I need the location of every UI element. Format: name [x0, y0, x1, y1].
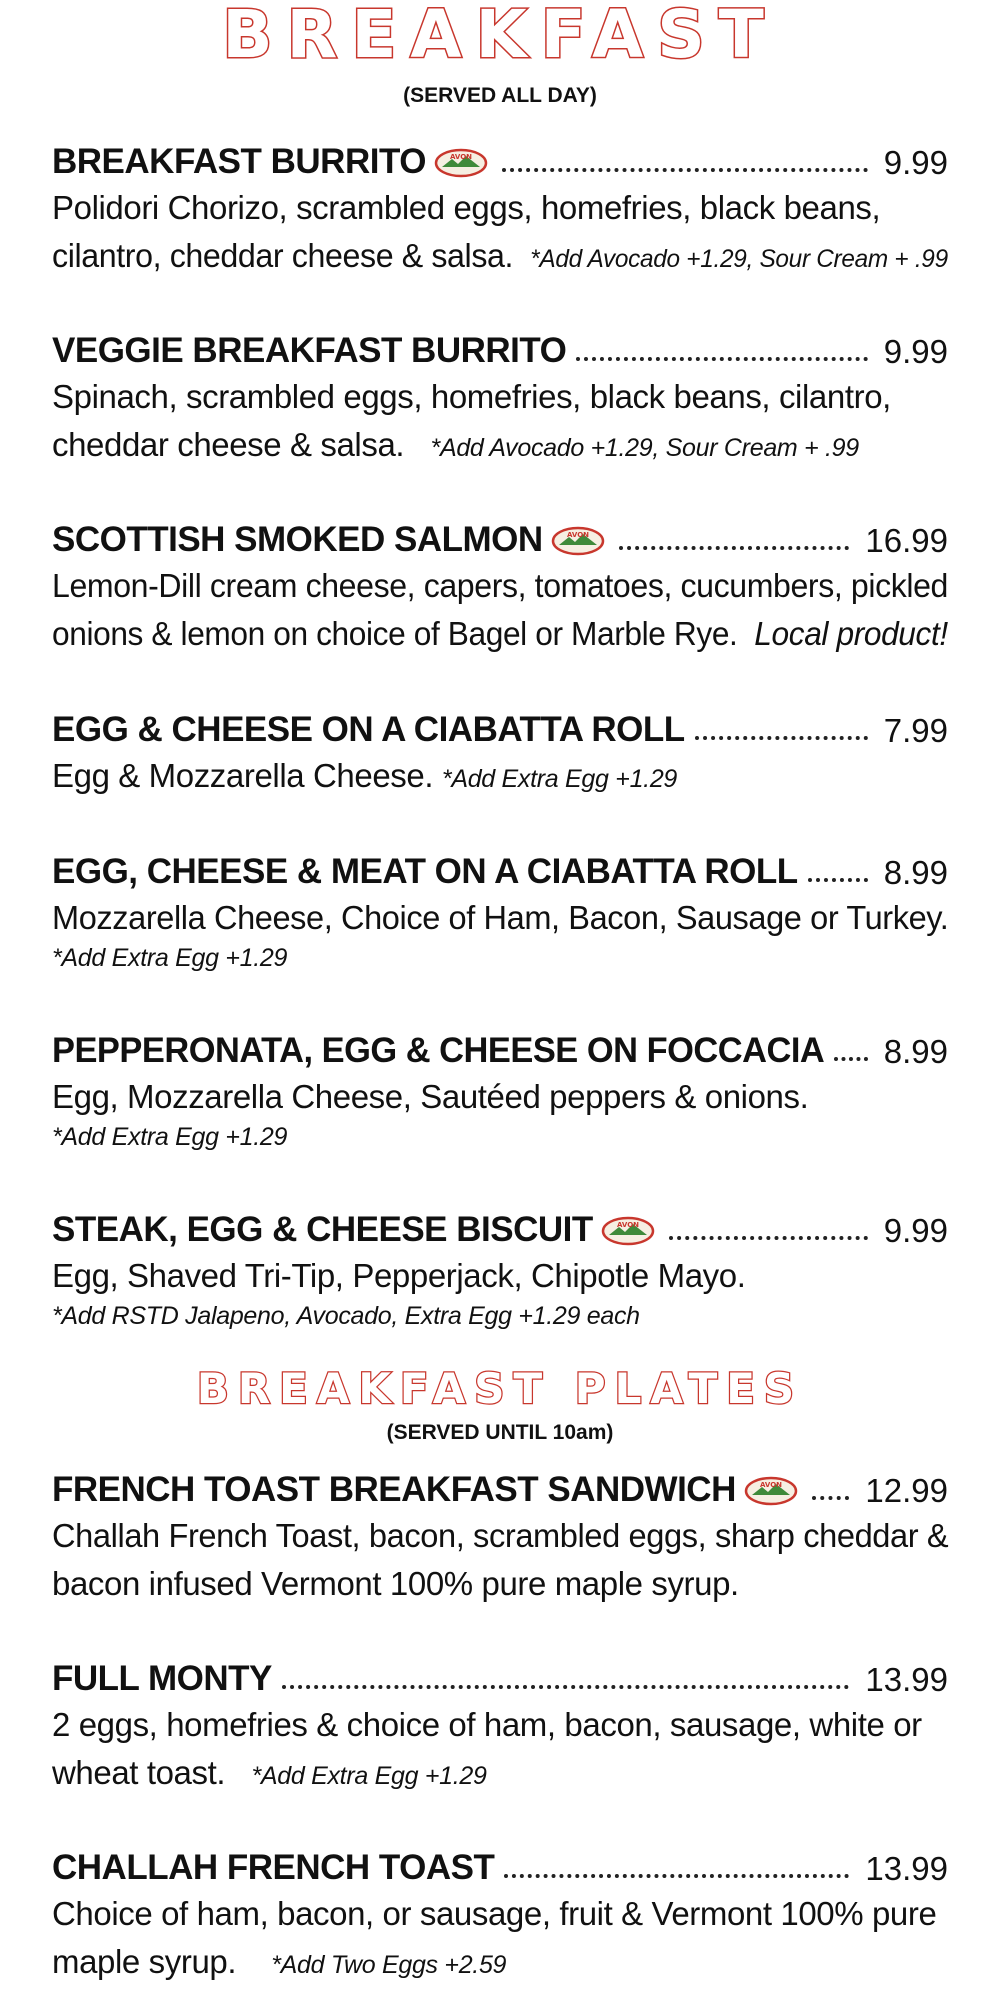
item-description: Polidori Chorizo, scrambled eggs, homefries, black beans, cilantro, cheddar cheese & salsa. *Add Avocado +1.29, Sour Cream + .99	[52, 189, 948, 274]
item-price: 13.99	[865, 1661, 948, 1698]
menu-item	[52, 1466, 948, 1608]
dot-leader	[619, 546, 850, 550]
avon-farm-badge-icon	[434, 148, 488, 178]
item-name: CHALLAH FRENCH TOAST	[52, 1848, 495, 1887]
local-product-note: Local product!	[754, 615, 948, 652]
item-note: *Add Avocado +1.29, Sour Cream + .99	[530, 245, 948, 273]
dot-leader	[576, 357, 867, 361]
item-price: 7.99	[883, 712, 948, 749]
dot-leader	[695, 736, 868, 740]
menu-item	[52, 138, 948, 283]
avon-farm-badge-icon	[601, 1216, 655, 1246]
dot-leader	[504, 1874, 849, 1878]
dot-leader	[834, 1057, 867, 1061]
dot-leader	[812, 1496, 850, 1500]
dot-leader	[808, 878, 868, 882]
item-name: EGG, CHEESE & MEAT ON A CIABATTA ROLL	[52, 852, 798, 891]
menu-item	[52, 848, 948, 974]
item-price: 8.99	[883, 854, 948, 891]
item-name: FRENCH TOAST BREAKFAST SANDWICH	[52, 1470, 736, 1509]
item-note: *Add Extra Egg +1.29	[441, 765, 678, 793]
item-name: EGG & CHEESE ON A CIABATTA ROLL	[52, 710, 685, 749]
dot-leader	[282, 1685, 850, 1689]
item-description: Choice of ham, bacon, or sausage, fruit & Vermont 100% pure maple syrup. *Add Two Eggs +2.59	[52, 1895, 937, 1980]
avon-farm-badge-icon	[551, 526, 605, 556]
item-name: VEGGIE BREAKFAST BURRITO	[52, 331, 567, 370]
dot-leader	[502, 168, 868, 172]
item-note: *Add RSTD Jalapeno, Avocado, Extra Egg +1.29 each	[52, 1302, 640, 1330]
dot-leader	[669, 1236, 868, 1240]
menu-item	[52, 1844, 948, 1989]
menu-item	[52, 1027, 948, 1153]
menu-item	[52, 327, 948, 472]
breakfast-plates-title: BREAKFAST PLATES	[196, 1364, 804, 1413]
item-name: FULL MONTY	[52, 1659, 272, 1698]
item-description: Spinach, scrambled eggs, homefries, black beans, cilantro, cheddar cheese & salsa. *Add Avocado +1.29, Sour Cream + .99	[52, 378, 891, 463]
badge-text: AVON	[449, 153, 472, 161]
item-description: Egg, Shaved Tri-Tip, Pepperjack, Chipotle Mayo. *Add RSTD Jalapeno, Avocado, Extra Egg +1.29 each	[52, 1252, 948, 1332]
menu-item	[52, 1206, 948, 1332]
item-note: *Add Avocado +1.29, Sour Cream + .99	[430, 434, 859, 462]
item-note: *Add Extra Egg +1.29	[52, 944, 288, 972]
badge-text: AVON	[616, 1221, 639, 1229]
item-description: Mozzarella Cheese, Choice of Ham, Bacon, Sausage or Turkey. *Add Extra Egg +1.29	[52, 899, 949, 972]
menu-item	[52, 706, 948, 803]
avon-farm-badge-icon	[744, 1476, 798, 1506]
item-price: 12.99	[865, 1472, 948, 1509]
item-name: BREAKFAST BURRITO	[52, 142, 426, 181]
menu-item	[52, 516, 948, 658]
item-note: *Add Extra Egg +1.29	[52, 1123, 288, 1151]
item-price: 8.99	[883, 1033, 948, 1070]
item-price: 9.99	[883, 1212, 948, 1249]
item-name: PEPPERONATA, EGG & CHEESE ON FOCCACIA	[52, 1031, 825, 1070]
breakfast-title: BREAKFAST	[222, 0, 778, 73]
item-price: 16.99	[865, 522, 948, 559]
item-price: 13.99	[865, 1850, 948, 1887]
breakfast-plates-subtitle: (SERVED UNTIL 10am)	[386, 1421, 614, 1444]
item-description: Challah French Toast, bacon, scrambled eggs, sharp cheddar & bacon infused Vermont 100% pure maple syrup.	[52, 1517, 949, 1602]
menu-item	[52, 1655, 948, 1800]
item-description: Egg & Mozzarella Cheese. *Add Extra Egg +1.29	[52, 757, 678, 794]
item-name: STEAK, EGG & CHEESE BISCUIT	[52, 1210, 593, 1249]
item-price: 9.99	[883, 144, 948, 181]
item-note: *Add Two Eggs +2.59	[271, 1951, 507, 1979]
badge-text: AVON	[566, 531, 589, 539]
item-description: 2 eggs, homefries & choice of ham, bacon, sausage, white or wheat toast. *Add Extra Egg +1.29	[52, 1706, 922, 1791]
item-description: Lemon-Dill cream cheese, capers, tomatoes, cucumbers, pickled onions & lemon on choice of Bagel or Marble Rye. Local product!	[52, 567, 948, 652]
item-name: SCOTTISH SMOKED SALMON	[52, 520, 543, 559]
breakfast-subtitle: (SERVED ALL DAY)	[403, 84, 597, 107]
item-note: *Add Extra Egg +1.29	[251, 1762, 487, 1790]
item-description: Egg, Mozzarella Cheese, Sautéed peppers & onions. *Add Extra Egg +1.29	[52, 1073, 948, 1153]
badge-text: AVON	[759, 1481, 782, 1489]
item-price: 9.99	[883, 333, 948, 370]
